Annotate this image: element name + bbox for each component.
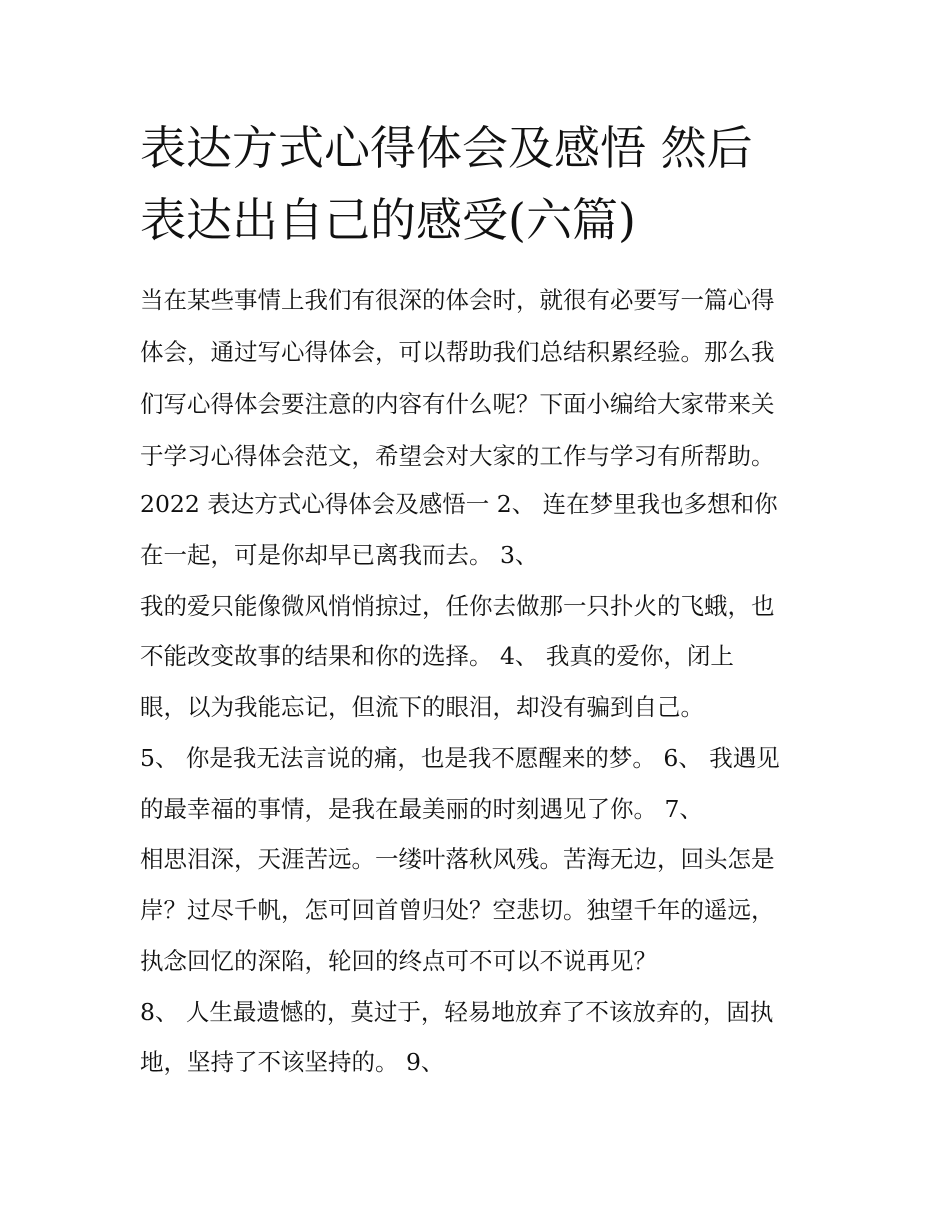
paragraph-line: 相思泪深，天涯苦远。一缕叶落秋风残。苦海无边，回头怎是 [140, 845, 775, 873]
document-title-line-1: 表达方式心得体会及感悟 然后 [140, 121, 753, 175]
paragraph-line: 2022 表达方式心得体会及感悟一 2、 连在梦里我也多想和你 [140, 490, 778, 518]
paragraph-line: 在一起，可是你却早已离我而去。 3、 [140, 541, 539, 569]
paragraph-line: 们写心得体会要注意的内容有什么呢？下面小编给大家带来关 [140, 390, 775, 418]
paragraph-line: 于学习心得体会范文，希望会对大家的工作与学习有所帮助。 [140, 442, 775, 470]
paragraph-line: 岸？过尽千帆，怎可回首曾归处？空悲切。独望千年的遥远， [140, 896, 775, 924]
paragraph-line: 执念回忆的深陷，轮回的终点可不可以不说再见？ [140, 947, 657, 975]
paragraph-line: 5、 你是我无法言说的痛，也是我不愿醒来的梦。 6、 我遇见 [140, 744, 780, 772]
paragraph-line: 的最幸福的事情，是我在最美丽的时刻遇见了你。 7、 [140, 795, 703, 823]
document-title-line-2: 表达出自己的感受(六篇) [140, 193, 636, 247]
paragraph-line: 眼，以为我能忘记，但流下的眼泪，却没有骗到自己。 [140, 693, 704, 721]
paragraph-line: 当在某些事情上我们有很深的体会时，就很有必要写一篇心得 [140, 286, 775, 314]
paragraph-line: 我的爱只能像微风悄悄掠过，任你去做那一只扑火的飞蛾，也 [140, 592, 775, 620]
paragraph-line: 8、 人生最遗憾的，莫过于，轻易地放弃了不该放弃的，固执 [140, 998, 774, 1026]
paragraph-line: 不能改变故事的结果和你的选择。 4、 我真的爱你，闭上 [140, 642, 734, 670]
paragraph-line: 体会，通过写心得体会，可以帮助我们总结积累经验。那么我 [140, 338, 775, 366]
paragraph-line: 地，坚持了不该坚持的。 9、 [140, 1048, 445, 1076]
